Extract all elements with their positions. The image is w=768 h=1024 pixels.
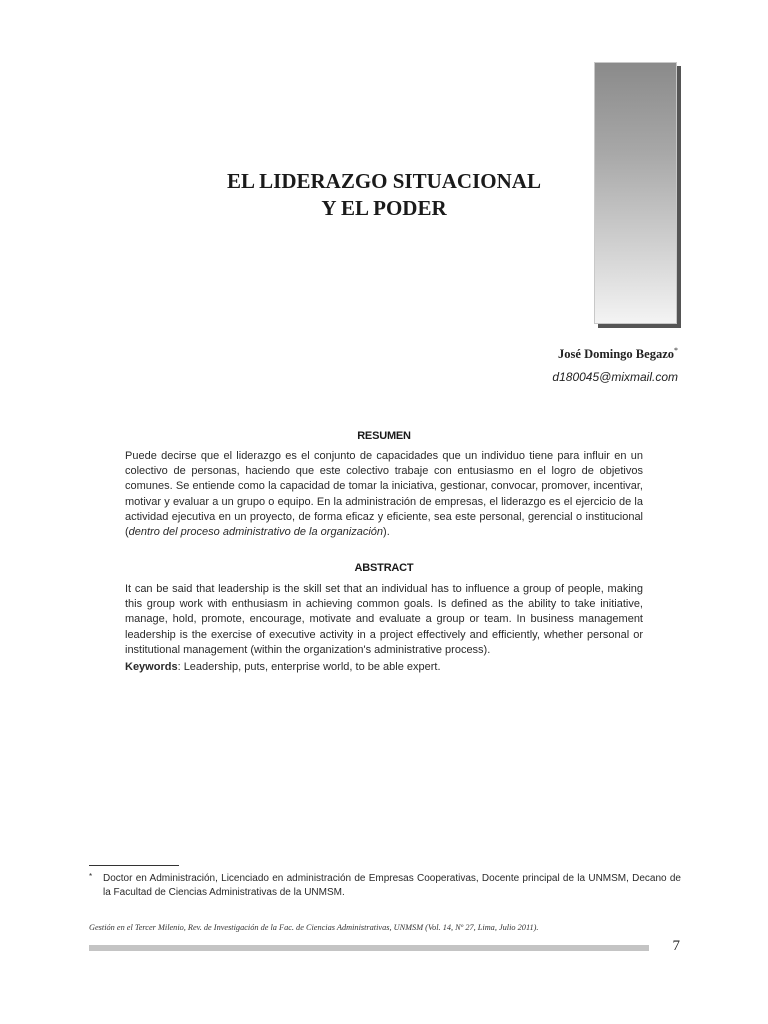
author-name [558, 346, 678, 362]
resumen-heading: RESUMEN [357, 430, 411, 442]
author-name-text: José Domingo Begazo [558, 347, 674, 362]
author-footnote-mark: * [674, 346, 678, 355]
resumen-text-end: ). [383, 526, 390, 539]
title-line-2: Y EL PODER [321, 196, 447, 220]
keywords-label: Keywords [125, 661, 178, 673]
author-email[interactable]: d180045@mixmail.com [552, 370, 678, 384]
abstract-paragraph: It can be said that leadership is the skill set that an individual has to influence a group of people, making this group work with enthusiasm in achieving common goals. Is defined as the ability to take initiative, manage, hold, promote, encourage, motivate and evaluate a group or team. In business management leadership is the exercise of executive activity in a project effectively and efficiently, whether personal or institutional management (within the organization's administrative process). [125, 583, 643, 656]
abstract-heading: ABSTRACT [354, 562, 414, 574]
footnote-text: Doctor en Administración, Licenciado en administración de Empresas Cooperativas, Docente principal de la UNMSM, Decano de la Facultad de Ciencias Administrativas de la UNMSM. [103, 873, 681, 898]
keywords-line [125, 660, 643, 675]
resumen-text: Puede decirse que el liderazgo es el conjunto de capacidades que un individuo tiene para influir en un colectivo de personas, haciendo que este colectivo trabaje con entusiasmo en el logro de objetivos comunes. Se entiende como la capacidad de tomar la iniciativa, gestionar, convocar, promover, incentivar, motivar y evaluar a un grupo o equipo. En la administración de empresas, el liderazgo es el ejercicio de la actividad ejecutiva en un proyecto, de forma eficaz y eficiente, sea este personal, gerencial o institucional ( [125, 450, 643, 539]
footnote-divider [89, 865, 179, 866]
resumen-paragraph [125, 449, 643, 540]
keywords-text: : Leadership, puts, enterprise world, to be able expert. [177, 661, 441, 673]
article-title [0, 168, 768, 222]
resumen-text-italic: dentro del proceso administrativo de la organización [128, 526, 384, 539]
page-number: 7 [672, 938, 680, 954]
journal-citation: Gestión en el Tercer Milenio, Rev. de Investigación de la Fac. de Ciencias Administrativas, UNMSM (Vol. 14, Nº 27, Lima, Julio 2011). [89, 923, 539, 932]
title-line-1: EL LIDERAZGO SITUACIONAL [227, 169, 541, 193]
footer-gray-bar [89, 945, 649, 951]
footnote-mark: * [89, 872, 93, 881]
footnote [89, 872, 681, 900]
